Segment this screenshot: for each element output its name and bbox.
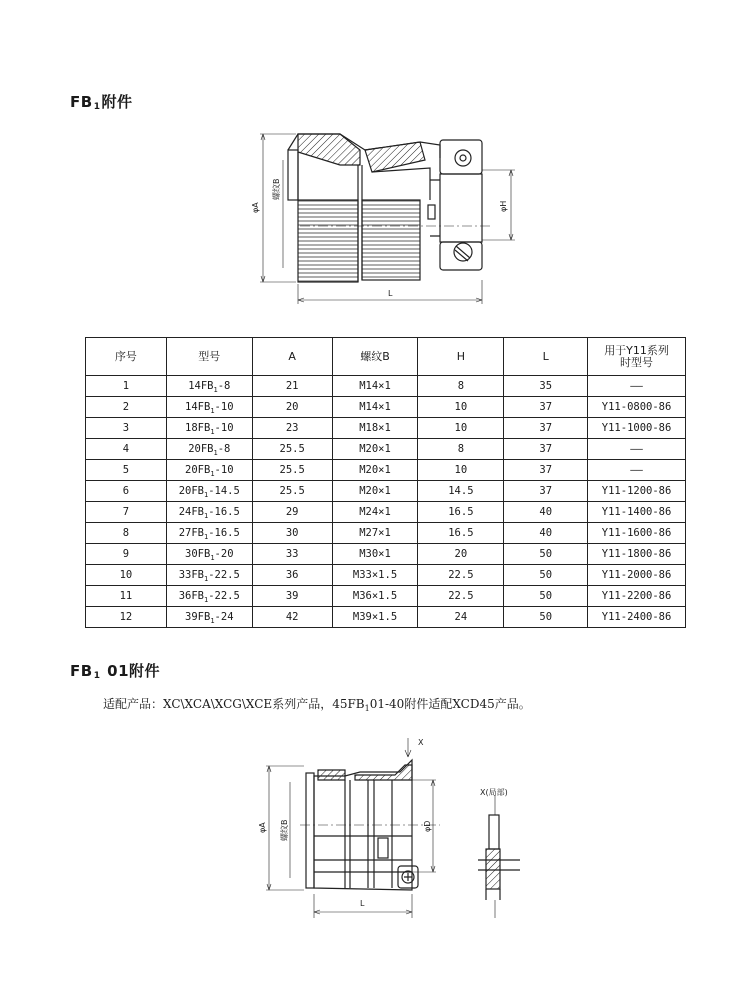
cell-y11: —— (588, 460, 686, 481)
cell-y11: Y11-0800-86 (588, 397, 686, 418)
cell-model: $33FB_1-22.5$ (166, 565, 252, 586)
col-no: 序号 (86, 338, 167, 376)
col-y11: 用于Y11系列 时型号 (588, 338, 686, 376)
cell-l: 37 (504, 397, 588, 418)
cell-y11: Y11-2000-86 (588, 565, 686, 586)
table-row (86, 502, 686, 523)
fb1-01-detail-label: X(局部) (480, 788, 508, 797)
cell-l: 37 (504, 418, 588, 439)
table-row (86, 586, 686, 607)
cell-no: 6 (86, 481, 167, 502)
cell-no: 5 (86, 460, 167, 481)
cell-y11: Y11-2400-86 (588, 607, 686, 628)
table-row (86, 418, 686, 439)
cell-a: 25.5 (252, 439, 332, 460)
table-row (86, 439, 686, 460)
cell-l: 37 (504, 439, 588, 460)
cell-l: 37 (504, 460, 588, 481)
cell-model: $39FB_1-24$ (166, 607, 252, 628)
fb1-spec-table (85, 337, 686, 628)
fb1-body (288, 134, 490, 282)
cell-model: $14FB_1-8$ (166, 376, 252, 397)
fb1-01-body (300, 760, 520, 900)
cell-a: 23 (252, 418, 332, 439)
fb1-dim-h: φH (499, 200, 508, 212)
compat-note: 适配产品：XC\XCA\XCG\XCE系列产品，$45FB_101-40$附件适配XCD45产品。 (103, 697, 531, 713)
cell-no: 9 (86, 544, 167, 565)
col-l: L (504, 338, 588, 376)
cell-model: $30FB_1-20$ (166, 544, 252, 565)
cell-l: 50 (504, 607, 588, 628)
col-b: 螺纹B (332, 338, 418, 376)
cell-l: 37 (504, 481, 588, 502)
fb1-dim-l: L (388, 289, 393, 298)
cell-l: 40 (504, 502, 588, 523)
cell-b: M30×1 (332, 544, 418, 565)
cell-h: 24 (418, 607, 504, 628)
cell-b: M39×1.5 (332, 607, 418, 628)
cell-no: 11 (86, 586, 167, 607)
cell-no: 3 (86, 418, 167, 439)
cell-a: 29 (252, 502, 332, 523)
cell-b: M20×1 (332, 439, 418, 460)
cell-y11: Y11-1600-86 (588, 523, 686, 544)
cell-h: 10 (418, 397, 504, 418)
table-header-row (86, 338, 686, 376)
cell-a: 25.5 (252, 460, 332, 481)
fb1-01-dim-a: φA (258, 822, 267, 833)
cell-h: 20 (418, 544, 504, 565)
cell-no: 10 (86, 565, 167, 586)
cell-l: 40 (504, 523, 588, 544)
cell-model: $18FB_1-10$ (166, 418, 252, 439)
cell-a: 33 (252, 544, 332, 565)
cell-l: 50 (504, 544, 588, 565)
cell-b: M24×1 (332, 502, 418, 523)
table-row (86, 544, 686, 565)
cell-model: $20FB_1-10$ (166, 460, 252, 481)
cell-b: M20×1 (332, 460, 418, 481)
cell-no: 8 (86, 523, 167, 544)
cell-b: M14×1 (332, 376, 418, 397)
cell-a: 42 (252, 607, 332, 628)
cell-l: 50 (504, 586, 588, 607)
cell-a: 30 (252, 523, 332, 544)
cell-model: $14FB_1-10$ (166, 397, 252, 418)
fb1-01-dim-x: X (418, 738, 424, 747)
cell-model: $20FB_1-14.5$ (166, 481, 252, 502)
cell-b: M20×1 (332, 481, 418, 502)
col-a: A (252, 338, 332, 376)
cell-h: 10 (418, 418, 504, 439)
fb1-01-dim-b: 螺纹B (280, 819, 289, 841)
table-row (86, 607, 686, 628)
cell-no: 7 (86, 502, 167, 523)
fb1-01-dim-l: L (360, 899, 365, 908)
cell-y11: Y11-1000-86 (588, 418, 686, 439)
cell-a: 36 (252, 565, 332, 586)
col-h: H (418, 338, 504, 376)
fb1-dim-a: φA (251, 202, 260, 213)
cell-b: M36×1.5 (332, 586, 418, 607)
cell-b: M14×1 (332, 397, 418, 418)
table-row (86, 397, 686, 418)
cell-y11: —— (588, 439, 686, 460)
cell-a: 20 (252, 397, 332, 418)
cell-a: 25.5 (252, 481, 332, 502)
cell-h: 14.5 (418, 481, 504, 502)
cell-model: $36FB_1-22.5$ (166, 586, 252, 607)
cell-y11: Y11-1800-86 (588, 544, 686, 565)
cell-y11: Y11-1400-86 (588, 502, 686, 523)
fb1-01-dim-d: φD (423, 820, 432, 832)
cell-model: $20FB_1-8$ (166, 439, 252, 460)
cell-h: 22.5 (418, 586, 504, 607)
cell-y11: —— (588, 376, 686, 397)
cell-h: 16.5 (418, 523, 504, 544)
cell-model: $27FB_1-16.5$ (166, 523, 252, 544)
cell-y11: Y11-2200-86 (588, 586, 686, 607)
cell-no: 2 (86, 397, 167, 418)
fb1-dim-b: 螺纹B (272, 178, 281, 200)
cell-h: 10 (418, 460, 504, 481)
cell-no: 4 (86, 439, 167, 460)
cell-l: 50 (504, 565, 588, 586)
cell-l: 35 (504, 376, 588, 397)
cell-h: 16.5 (418, 502, 504, 523)
table-row (86, 565, 686, 586)
cell-h: 8 (418, 376, 504, 397)
cell-b: M33×1.5 (332, 565, 418, 586)
cell-a: 39 (252, 586, 332, 607)
table-row (86, 481, 686, 502)
cell-no: 1 (86, 376, 167, 397)
table-row (86, 460, 686, 481)
cell-y11: Y11-1200-86 (588, 481, 686, 502)
section-title-fb1-01: FB1 01附件 (70, 662, 161, 681)
section-title-fb1: FB1附件 (70, 93, 133, 112)
cell-h: 8 (418, 439, 504, 460)
cell-a: 21 (252, 376, 332, 397)
table-row (86, 376, 686, 397)
cell-no: 12 (86, 607, 167, 628)
cell-model: $24FB_1-16.5$ (166, 502, 252, 523)
table-row (86, 523, 686, 544)
cell-b: M18×1 (332, 418, 418, 439)
col-model: 型号 (166, 338, 252, 376)
cell-h: 22.5 (418, 565, 504, 586)
cell-b: M27×1 (332, 523, 418, 544)
